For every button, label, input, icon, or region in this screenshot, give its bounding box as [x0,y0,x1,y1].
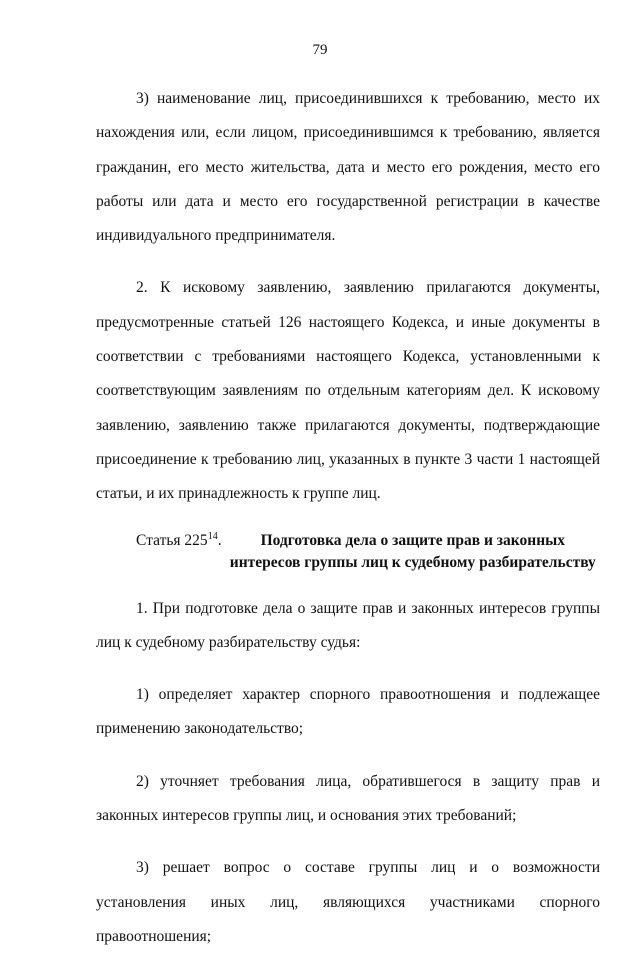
paragraph-item-3-participants: 3) наименование лиц, присоединившихся к требованию, место их нахождения или, если лицом, присоединившимся к требованию, является гражданин, его место жительства, дата и место его рождения, место его работы или дата и место его государственной регистрации в качестве индивидуального предпринимателя. [96,90,600,245]
page-number: 79 [312,42,328,58]
paragraph-part-1-preparation: 1. При подготовке дела о защите прав и законных интересов группы лиц к судебному разбирательству судья: [96,599,600,651]
article-suffix: . [217,531,222,549]
article-superscript: 14 [207,530,218,542]
article-heading [96,530,600,574]
article-number [96,530,222,574]
paragraph-item-3: 3) решает вопрос о составе группы лиц и о возможности установления иных лиц, являющихся участниками спорного правоотношения; [96,859,600,945]
article-prefix: Статья 225 [136,531,208,549]
paragraph-part-2-attached-documents: 2. К исковому заявлению, заявлению прилагаются документы, предусмотренные статьей 126 настоящего Кодекса, и иные документы в соответствии с требованиями настоящего Кодекса, установленными к соответствующим заявлениям по отдельным категориям дел. К исковому заявлению, заявлению также прилагаются документы, подтверждающие присоединение к требованию лиц, указанных в пункте 3 части 1 настоящей статьи, и их принадлежность к группе лиц. [96,279,600,503]
paragraph-item-2: 2) уточняет требования лица, обратившегося в защиту прав и законных интересов группы лиц, и основания этих требований; [96,772,600,825]
article-title: Подготовка дела о защите прав и законных интересов группы лиц к судебному разбирательству [229,531,596,571]
paragraph-item-1: 1) определяет характер спорного правоотношения и подлежащее применению законодательство; [96,686,600,738]
document-body [96,82,600,954]
